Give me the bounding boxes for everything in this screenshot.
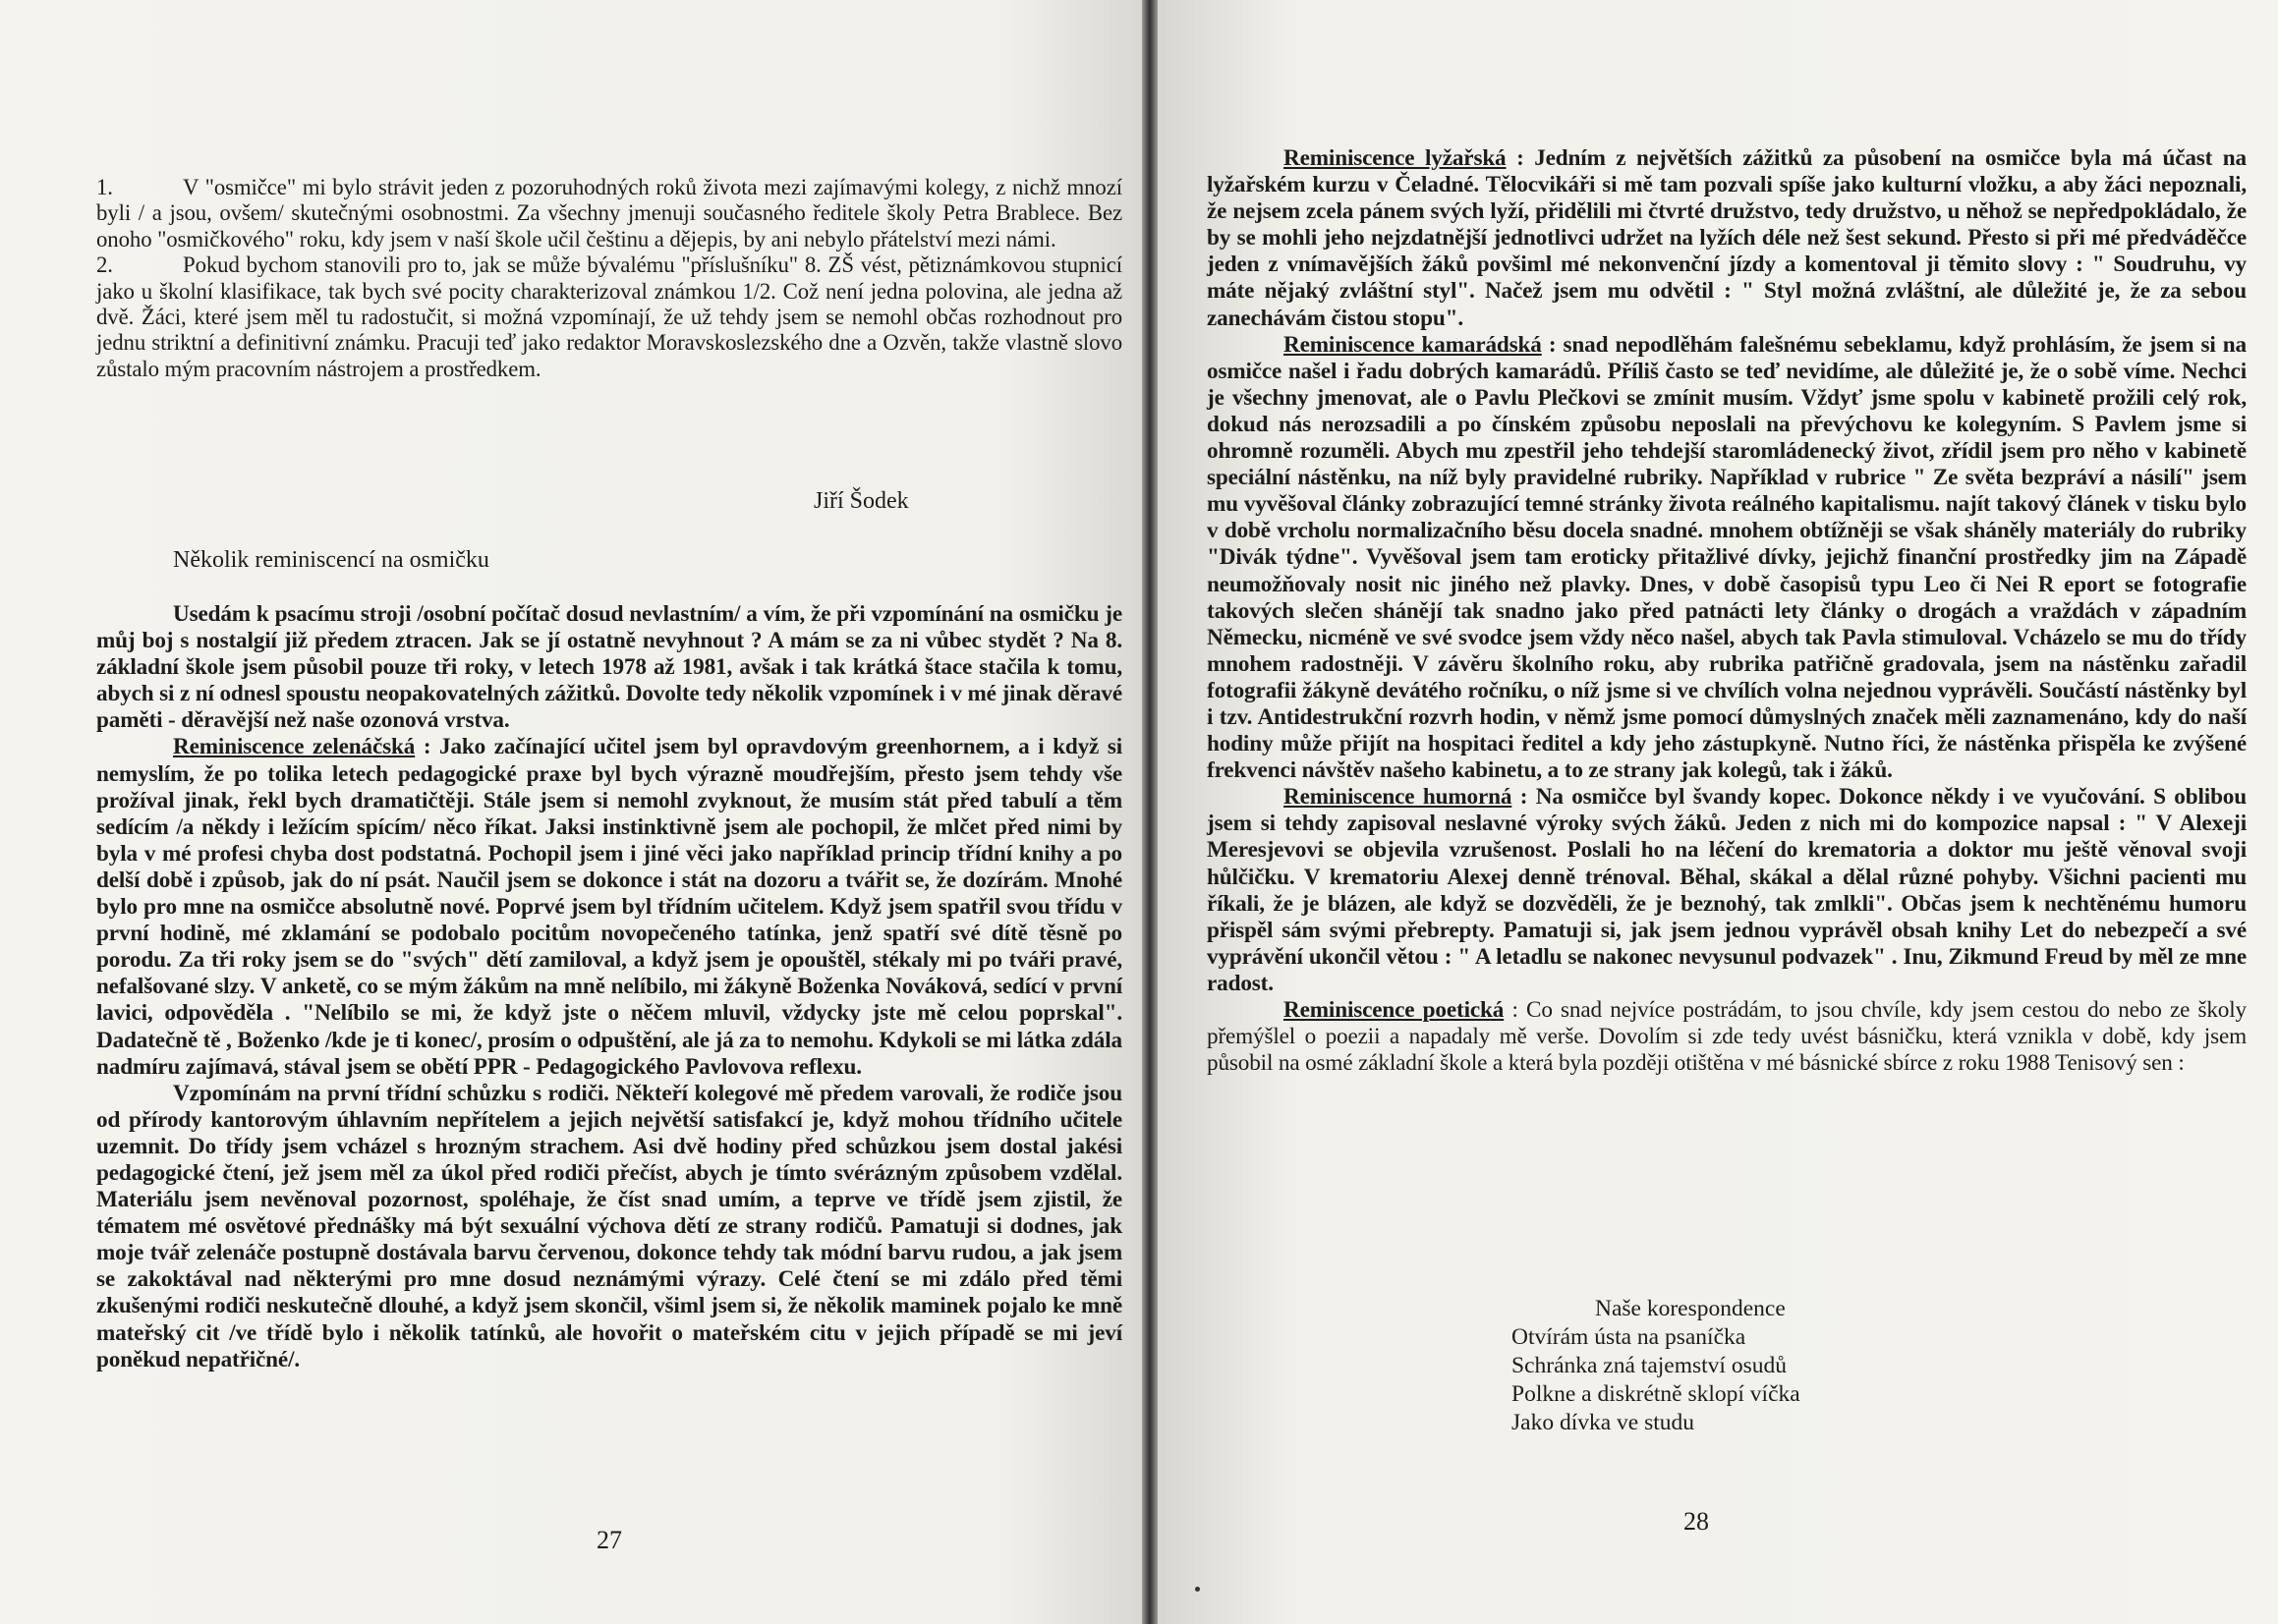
article-subtitle: Několik reminiscencí na osmičku	[173, 547, 489, 573]
body-block-left	[96, 601, 1122, 1373]
heading-lyzarska: Reminiscence lyžařská	[1283, 145, 1507, 171]
paragraph-poeticka: Reminiscence poetická : Co snad nejvíce postrádám, to jsou chvíle, kdy jsem cestou do nebo ze školy přemýšlel o poezii a napadaly mě verše. Dovolím si zde tedy uvést básničku, která vznikla v době, kdy jsem působil na osmé základní škole a která byla později otištěna v mé básnické sbírce z roku 1988 Tenisový sen :	[1207, 997, 2247, 1077]
paragraph-rodice: Vzpomínám na první třídní schůzku s rodiči. Někteří kolegové mě předem varovali, že rodiče jsou od přírody kantorovým úhlavním nepřítelem a jejich největší satisfakcí je, když mohou třídního učitele uzemnit. Do třídy jsem vcházel s hrozným strachem. Asi dvě hodiny před schůzkou jsem dostal jakési pedagogické čtení, jež jsem měl za úkol před rodiči přečíst, abych je tímto svérázným způsobem vzdělal. Materiálu jsem nevěnoval pozornost, spoléhaje, že číst snad umím, a teprve ve třídě jsem zjistil, že tématem mé osvětové přednášky má být sexuální výchova dětí ze strany rodičů. Pamatuji si dodnes, jak moje tvář zelenáče postupně dostávala barvu červenou, dokonce tehdy tak módní barvu rudou, a jak jsem se zakoktával nad některými pro mne dosud neznámými výrazy. Celé čtení se mi zdálo před těmi zkušenými rodiči neskutečně dlouhé, a když jsem skončil, všiml jsem si, že několik maminek pojalo ke mně mateřský cit /ve třídě bylo i několik tatínků, ale hovořit o mateřském citu v jejich případě se mi jeví poněkud nepatřičné/.	[96, 1080, 1122, 1372]
speck-mark	[1195, 1587, 1200, 1592]
heading-zelenacska: Reminiscence zelenáčská	[173, 734, 416, 760]
paragraph-zelenacska: Reminiscence zelenáčská : Jako začínající učitel jsem byl opravdovým greenhornem, a i když si nemyslím, že po tolika letech pedagogické praxe byl bych výrazně moudřejším, přesto jsem tehdy vše prožíval jinak, řekl bych dramatičtěji. Stále jsem si nemohl zvyknout, že musím stát před tabulí a těm sedícím /a někdy i ležícím spícím/ něco říkat. Jaksi instinktivně jsem ale pochopil, že mlčet před nimi by byla v mé profesi chyba dost podstatná. Pochopil jsem i jiné věci jako například princip třídní knihy a po delší době i způsob, jak do ní psát. Naučil jsem se dokonce i stát na dozoru a tvářit se, že dozírám. Mnohé bylo pro mne na osmičce absolutně nové. Poprvé jsem byl třídním učitelem. Když jsem spatřil svou třídu v první hodině, mé zklamání se podobalo pocitům novopečeného tatínka, jenž spatří své dítě těsně po porodu. Za tři roky jsem se do "svých" dětí zamiloval, a když jsem je opouštěl, stékaly mi po tváři pravé, nefalšované slzy. V anketě, co se mým žákům na mně nelíbilo, mi žákyně Boženka Nováková, sedící v první lavici, odpověděla . "Nelíbilo se mi, že když jste o něčem mluvil, vždycky jste mě celou poprskal". Dadatečně tě , Boženko /kde je ti konec/, prosím o odpuštění, ale já za to nemohu. Kdykoli se mi látka zdála nadmíru zajímavá, stával jsem se obětí PPR - Pedagogického Pavlovova reflexu.	[96, 734, 1122, 1080]
heading-kamaradska: Reminiscence kamarádská	[1283, 331, 1542, 358]
body-block-right	[1207, 145, 2247, 1077]
poem-line: Polkne a diskrétně sklopí víčka	[1511, 1381, 1800, 1407]
author-signature: Jiří Šodek	[814, 488, 909, 514]
poem	[1511, 1295, 1800, 1437]
intro-block	[96, 175, 1122, 382]
poem-title: Naše korespondence	[1595, 1296, 1786, 1321]
paragraph-kamaradska: Reminiscence kamarádská : snad nepodlěhám falešnému sebeklamu, když prohlásím, že jsem si na osmičce našel i řadu dobrých kamarádů. Příliš často se teď nevidíme, ale důležité je, že o sobě víme. Nechci je všechny jmenovat, ale o Pavlu Plečkovi se zmínit musím. Vždyť jsme spolu v kabinetě prožili celý rok, dokud nás nerozsadili a po čínském způsobu neposlali na převýchovu ke kolegyním. S Pavlem jsme si ohromně rozuměli. Abych mu zpestřil jeho tehdejší staromládenecký život, zřídil jsem pro něho v kabinetě speciální nástěnku, na níž byly pravidelné rubriky. Například v rubrice " Ze světa bezpráví a násilí" jsem mu vyvěšoval články zobrazující temné stránky života reálného kapitalismu. najít takový článek v tisku bylo v době vrcholu normalizačního běsu docela snadné. mnohem obtížněji se však sháněly materiály do rubriky "Divák týdne". Vyvěšoval jsem tam eroticky přitažlivé dívky, jejichž finanční prostředky jim na Západě neumožňovaly nosit nic jiného než plavky. Dnes, v době časopisů typu Leo či Nei R eport se fotografie takových slečen shánějí tak snadno jako před patnácti lety články o drogách a vraždách v západním Německu, nicméně ve své svodce jsem vždy něco našel, abych tak Pavla stimuloval. Vcházelo se mu do třídy mnohem radostněji. V závěru školního roku, aby rubrika patřičně gradovala, jsem na nástěnku zařadil fotografii žákyně devátého ročníku, o níž jsme si ve chvílích volna nejednou vyprávěli. Součástí nástěnky byl i tzv. Antidestrukční rozvrh hodin, v němž jsme pomocí důmyslných značek měli zaznamenáno, kdy do naší hodiny může přijít na hospitaci ředitel a kdy jeho zástupkyně. Nutno říci, že nástěnka přispěla ke zvýšené frekvenci návštěv našeho kabinetu, a to ze strany jak kolegů, tak i žáků.	[1207, 331, 2247, 784]
paragraph-lyzarska: Reminiscence lyžařská : Jedním z největších zážitků za působení na osmičce byla má účast na lyžařském kurzu v Čeladné. Tělocvikáři si mě tam pozvali spíše jako kulturní vložku, a aby žáci nepoznali, že nejsem zcela pánem svých lyží, přidělili mi čtvrté družstvo, tedy družstvo, u něhož se nepředpokládalo, že by se mohli jeho nejzdatnější jednotlivci udržet na lyžích déle než šest sekund. Přesto si při mé předváděčce jeden z vnímavějších žáků povšiml mé nekonvenční jízdy a komentoval ji těmito slovy : " Soudruhu, vy máte nějaký zvláštní styl". Načež jsem mu odvětil : " Styl možná zvláštní, ale důležité je, že za sebou zanechávám čistou stopu".	[1207, 145, 2247, 331]
page-number-right: 28	[1683, 1507, 1709, 1536]
right-page	[1158, 0, 2278, 1624]
paragraph-humorna: Reminiscence humorná : Na osmičce byl švandy kopec. Dokonce někdy i ve vyučování. S oblibou jsem si tehdy zapisoval neslavné výroky svých žáků. Jeden z nich mi do kompozice napsal : " V Alexeji Meresjevovi se objevila vzrušenost. Poslali ho na léčení do krematoria a doktor mu ještě věnoval svoji hůlčičku. V krematoriu Alexej denně trénoval. Běhal, skákal a dělal různé pohyby. Všichni pacienti mu říkali, že je blázen, ale když se dozvěděli, že je beznohý, tak zmlkli". Občas jsem k nechtěnému humoru přispěl sám svými přebrepty. Pamatuji si, jak jsem jednou vyprávěl obsah knihy Let do nebezpečí a své vyprávění ukončil větou : " A letadlu se nakonec nevysunul podvazek" . Inu, Zikmund Freud by měl ze mne radost.	[1207, 784, 2247, 996]
page-number-left: 27	[597, 1526, 622, 1554]
intro-paragraph-2: 2. Pokud bychom stanovili pro to, jak se může bývalému "příslušníku" 8. ZŠ vést, pětiznámkovou stupnicí jako u školní klasifikace, tak bych své pocity charakterizoval známkou 1/2. Což není jedna polovina, ale jedna až dvě. Žáci, které jsem měl tu radostučit, si možná vzpomínají, že už tehdy jsem se nemohl občas rozhodnout pro jednu striktní a definitivní známku. Pracuji teď jako redaktor Moravskoslezského dne a Ozvěn, takže vlastně slovo zůstalo mým pracovním nástrojem a prostředkem.	[96, 252, 1122, 381]
intro-paragraph-1: 1. V "osmičce" mi bylo strávit jeden z pozoruhodných roků života mezi zajímavými kolegy, z nichž mnozí byli / a jsou, ovšem/ skutečnými osobnostmi. Za všechny jmenuji současného ředitele školy Petra Brablece. Bez onoho "osmičkového" roku, kdy jsem v naší škole učil češtinu a dějepis, by ani nebylo přátelství mezi námi.	[96, 175, 1122, 252]
poem-line: Schránka zná tajemství osudů	[1511, 1353, 1787, 1378]
paragraph-opening: Usedám k psacímu stroji /osobní počítač dosud nevlastním/ a vím, že při vzpomínání na osmičku je můj boj s nostalgií již předem ztracen. Jak se jí ostatně nevyhnout ? A mám se za ni vůbec stydět ? Na 8. základní škole jsem působil pouze tři roky, v letech 1978 až 1981, avšak i tak krátká štace stačila k tomu, abych si z ní odnesl spoustu neopakovatelných zážitků. Dovolte tedy několik vzpomínek i v mé jinak děravé paměti - děravější než naše ozonová vrstva.	[96, 601, 1122, 734]
poem-line: Otvírám ústa na psaníčka	[1511, 1324, 1746, 1350]
heading-poeticka: Reminiscence poetická	[1283, 997, 1505, 1023]
poem-line: Jako dívka ve studu	[1511, 1410, 1695, 1435]
book-gutter	[1142, 0, 1158, 1624]
heading-humorna: Reminiscence humorná	[1283, 784, 1512, 811]
